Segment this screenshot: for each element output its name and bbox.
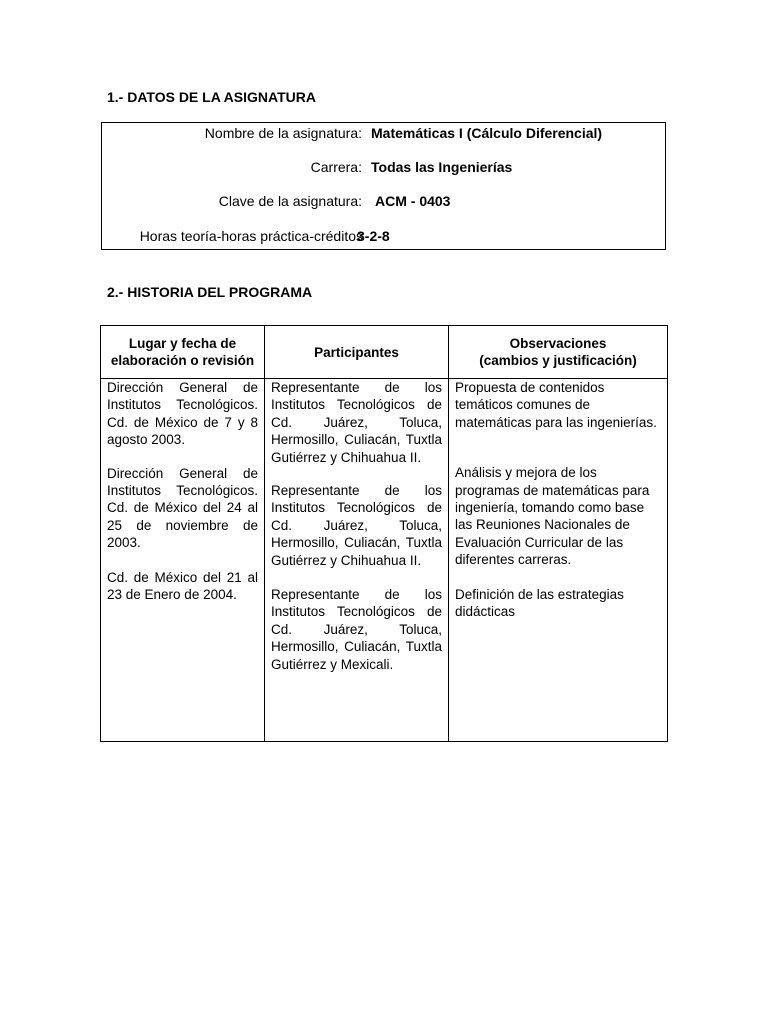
career-value: Todas las Ingenierías	[371, 159, 513, 175]
entry-2-lugar: Dirección General de Institutos Tecnológicos. Cd. de México del 24 al 25 de noviembre de 2003.	[107, 465, 258, 551]
header-observaciones-line1: Observaciones	[509, 336, 607, 351]
table-row	[101, 379, 668, 742]
course-key-row	[102, 193, 665, 211]
entry-1-participantes: Representante de los Institutos Tecnológicos de Cd. Juárez, Toluca, Hermosillo, Culiacán, Tuxtla Gutiérrez y Chihuahua II.	[271, 380, 442, 465]
entry-3-participantes: Representante de los Institutos Tecnológicos de Cd. Juárez, Toluca, Hermosillo, Culiacán, Tuxtla Gutiérrez y Mexicali.	[271, 587, 442, 672]
course-name-value: Matemáticas I (Cálculo Diferencial)	[371, 125, 603, 141]
hours-credits-row	[102, 228, 665, 246]
hours-credits-label: Horas teoría-horas práctica-créditos	[139, 228, 363, 244]
program-history-table	[100, 325, 668, 742]
course-data-box	[101, 122, 666, 250]
lugar-cell	[101, 379, 265, 742]
header-observaciones-line2: (cambios y justificación)	[479, 353, 637, 368]
course-key-label: Clave de la asignatura:	[218, 193, 362, 209]
entry-3-lugar: Cd. de México del 21 al 23 de Enero de 2004.	[107, 569, 258, 603]
entry-1-lugar: Dirección General de Institutos Tecnológicos. Cd. de México de 7 y 8 agosto 2003.	[107, 380, 258, 448]
header-observaciones	[449, 326, 668, 379]
participantes-cell	[265, 379, 449, 742]
header-lugar-fecha: Lugar y fecha de elaboración o revisión	[101, 326, 265, 379]
entry-2-observaciones: Análisis y mejora de los programas de matemáticas para ingeniería, tomando como base las Reuniones Nacionales de Evaluación Curricular de las diferentes carreras.	[455, 465, 650, 568]
table-header-row	[101, 326, 668, 379]
section-1-title: 1.- DATOS DE LA ASIGNATURA	[107, 89, 316, 105]
hours-credits-value: 3-2-8	[357, 228, 390, 244]
entry-1-observaciones: Propuesta de contenidos temáticos comunes de matemáticas para las ingenierías.	[455, 380, 657, 430]
career-row	[102, 159, 665, 177]
course-name-label: Nombre de la asignatura:	[204, 125, 362, 141]
career-label: Carrera:	[310, 159, 362, 175]
observaciones-cell	[449, 379, 668, 742]
header-participantes: Participantes	[265, 326, 449, 379]
course-key-value: ACM - 0403	[375, 193, 451, 209]
entry-3-observaciones: Definición de las estrategias didácticas	[455, 586, 624, 620]
entry-2-participantes: Representante de los Institutos Tecnológicos de Cd. Juárez, Toluca, Hermosillo, Culiacán, Tuxtla Gutiérrez y Chihuahua II.	[271, 483, 442, 568]
section-2-title: 2.- HISTORIA DEL PROGRAMA	[107, 284, 313, 300]
course-name-row	[102, 125, 665, 143]
